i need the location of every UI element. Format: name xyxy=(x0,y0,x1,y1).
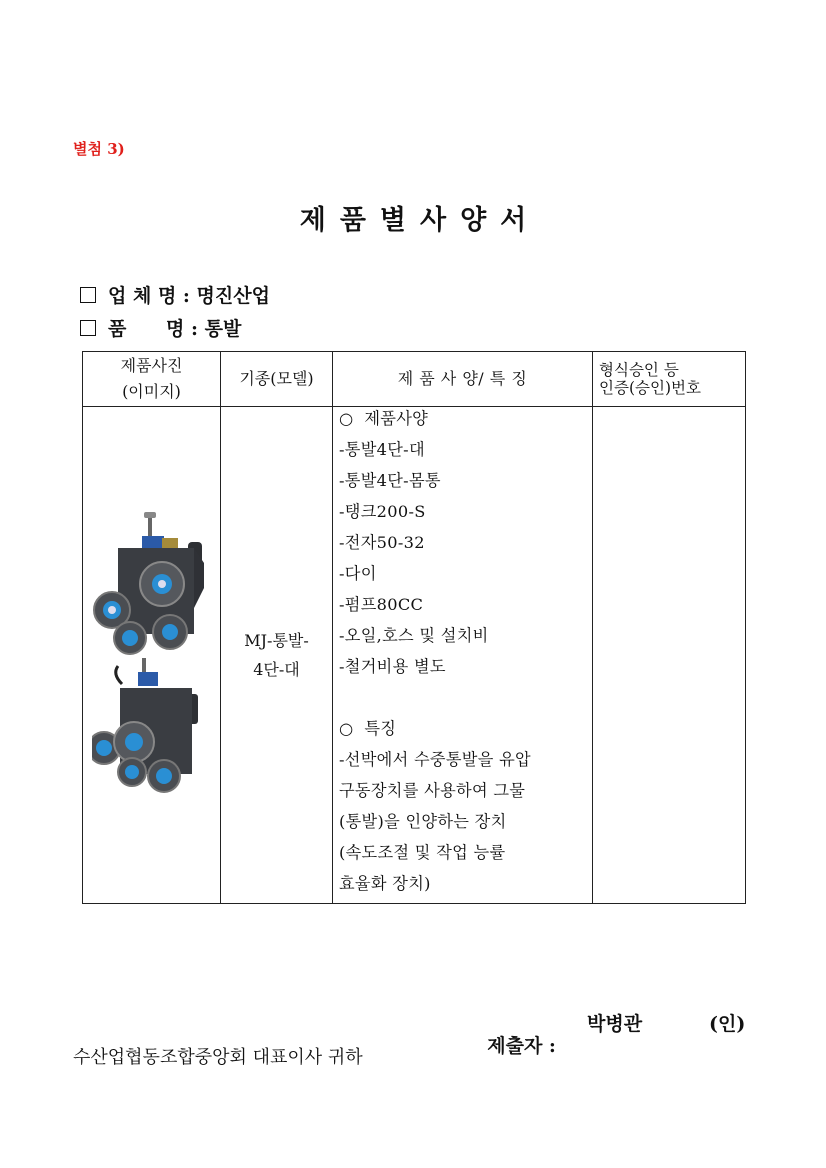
spec-line: -통발4단-대 xyxy=(339,440,425,459)
company-label: 업 체 명 : xyxy=(108,285,190,307)
approval-number-cell xyxy=(593,407,746,904)
spec-line: (통발)을 인양하는 장치 xyxy=(339,812,507,831)
spec-line: (속도조절 및 작업 능률 xyxy=(339,843,506,862)
table-row xyxy=(83,407,746,904)
header-spec: 제 품 사 양/ 특 징 xyxy=(333,352,593,407)
company-name: 명진산업 xyxy=(196,285,270,307)
spec-table xyxy=(82,351,746,904)
attachment-label: 별첨 3) xyxy=(73,140,125,158)
header-model: 기종(모델) xyxy=(221,352,333,407)
spec-line: -전자50-32 xyxy=(339,533,425,552)
spec-line: -통발4단-몸통 xyxy=(339,471,441,490)
submitter-name: 박병관 xyxy=(587,1013,643,1035)
company-line xyxy=(80,281,270,308)
table-header-row xyxy=(83,352,746,407)
model-line: MJ-통발- xyxy=(244,631,309,650)
product-line xyxy=(80,314,241,341)
hydraulic-hauler-image-top xyxy=(94,512,204,654)
submitter-label: 제출자 : xyxy=(487,1035,556,1057)
model-line: 4단-대 xyxy=(253,660,300,679)
seal-mark: (인) xyxy=(709,1013,746,1035)
spec-line: ○ 특징 xyxy=(339,719,397,738)
spec-line: 구동장치를 사용하여 그물 xyxy=(339,781,526,800)
model-cell xyxy=(221,407,333,904)
product-label: 품 명 : xyxy=(108,318,199,340)
header-approval: 형식승인 등 인증(승인)번호 xyxy=(593,352,746,407)
spec-line: ○ 제품사양 xyxy=(339,409,429,428)
document-title: 제품별사양서 xyxy=(299,205,541,236)
product-image xyxy=(92,508,212,798)
product-photo-cell xyxy=(83,407,221,904)
spec-line: -오일,호스 및 설치비 xyxy=(339,626,489,645)
spec-line: -다이 xyxy=(339,564,377,583)
spec-line: -펌프80CC xyxy=(339,595,424,614)
spec-line xyxy=(339,686,592,717)
checkbox-icon xyxy=(80,320,96,336)
spec-line: -탱크200-S xyxy=(339,502,426,521)
header-photo: 제품사진 (이미지) xyxy=(83,352,221,407)
hydraulic-hauler-image-bottom xyxy=(92,658,198,792)
spec-line: -선박에서 수중통발을 유압 xyxy=(339,750,531,769)
spec-cell xyxy=(333,407,593,904)
spec-line: -철거비용 별도 xyxy=(339,657,446,676)
product-name: 통발 xyxy=(204,318,242,340)
spec-line: 효율화 장치) xyxy=(339,874,431,893)
submitter-line xyxy=(474,1009,746,1102)
checkbox-icon xyxy=(80,287,96,303)
recipient-line: 수산업협동조합중앙회 대표이사 귀하 xyxy=(73,1047,363,1068)
